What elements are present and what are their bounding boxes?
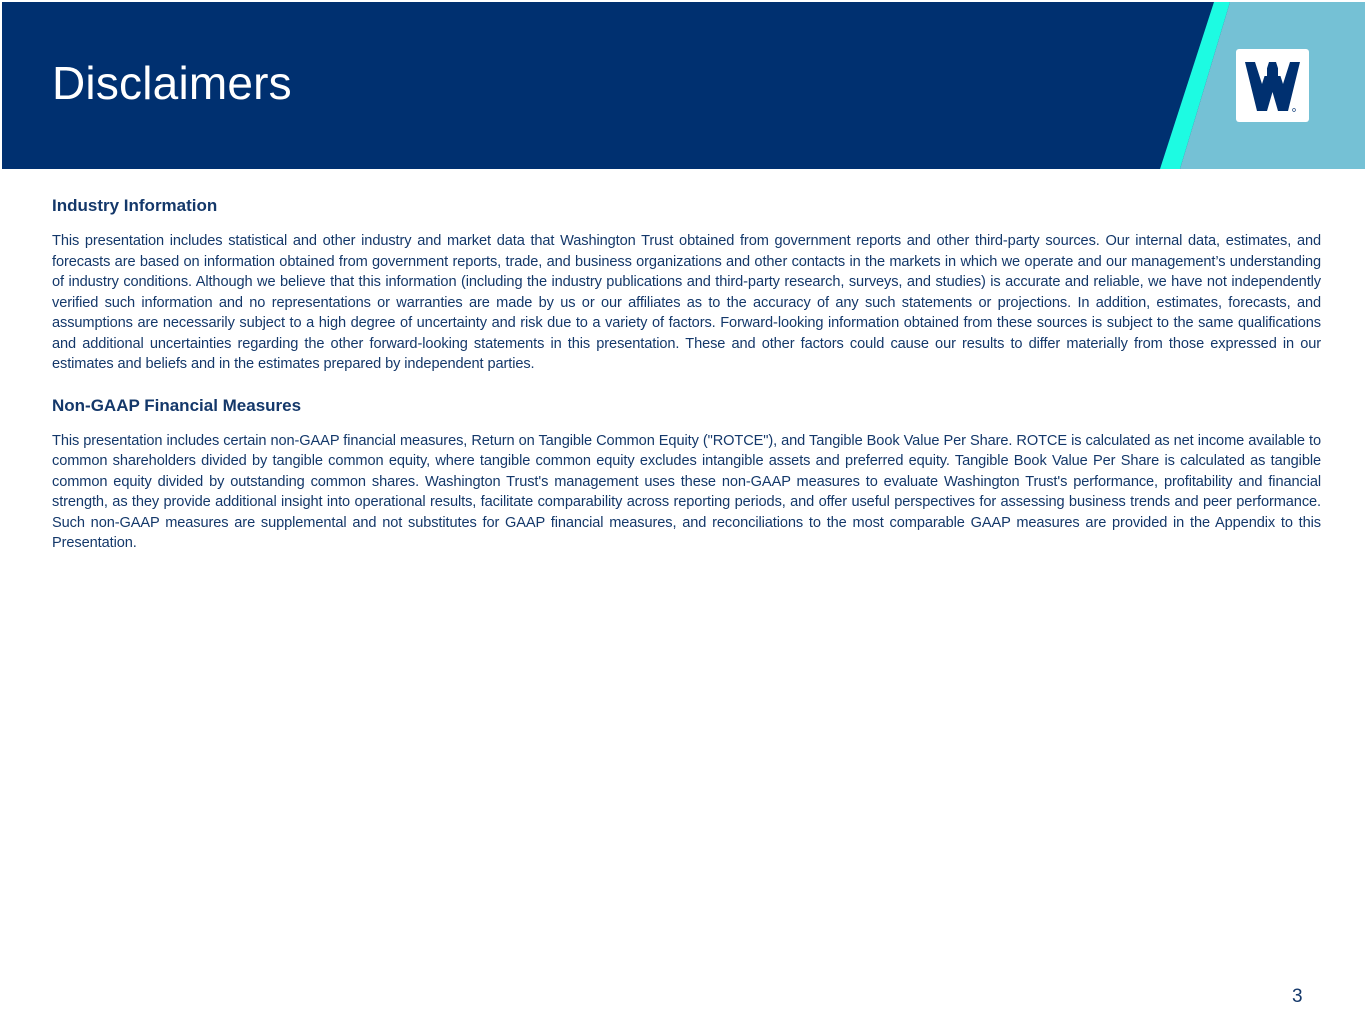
header-banner [2,2,1365,169]
page-number: 3 [1292,986,1303,1007]
industry-information-body: This presentation includes statistical and other industry and market data that Washington Trust obtained from government reports and other third-party sources. Our internal data, estimates, and forecasts are based on information obtained from government reports, trade, and business organizations and other contacts in the markets in which we operate and our management’s understanding of industry conditions. Although we believe that this information (including the industry publications and third-party research, surveys, and studies) is accurate and reliable, we have not independently verified such information and no representations or warranties are made by us or our affiliates as to the accuracy of any such statements or projections. In addition, estimates, forecasts, and assumptions are necessarily subject to a high degree of uncertainty and risk due to a variety of factors. Forward-looking information obtained from these sources is subject to the same qualifications and additional uncertainties regarding the other forward-looking statements in this presentation. These and other factors could cause our results to differ materially from those expressed in our estimates and beliefs and in the estimates prepared by independent parties. [52,233,1321,372]
washington-trust-logo-icon [1236,49,1309,122]
industry-information-heading: Industry Information [52,196,218,215]
non-gaap-financial-measures-heading: Non-GAAP Financial Measures [52,395,302,415]
non-gaap-financial-measures-body: This presentation includes certain non-GAAP financial measures, Return on Tangible Common Equity ("ROTCE"), and Tangible Book Value Per Share. ROTCE is calculated as net income available to common shareholders divided by tangible common equity, where tangible common equity excludes intangible assets and preferred equity. Tangible Book Value Per Share is calculated as tangible common equity divided by outstanding common shares. Washington Trust's management uses these non-GAAP measures to evaluate Washington Trust's performance, profitability and financial strength, as they provide additional insight into operational results, facilitate comparability across reporting periods, and offer useful perspectives for assessing business trends and peer performance. Such non-GAAP measures are supplemental and not substitutes for GAAP financial measures, and reconciliations to the most comparable GAAP measures are provided in the Appendix to this Presentation. [52,432,1321,551]
non-gaap-financial-measures-section [52,395,1321,554]
industry-information-section [52,195,1321,375]
disclaimer-content [52,195,1321,574]
page-title: Disclaimers [52,57,292,109]
